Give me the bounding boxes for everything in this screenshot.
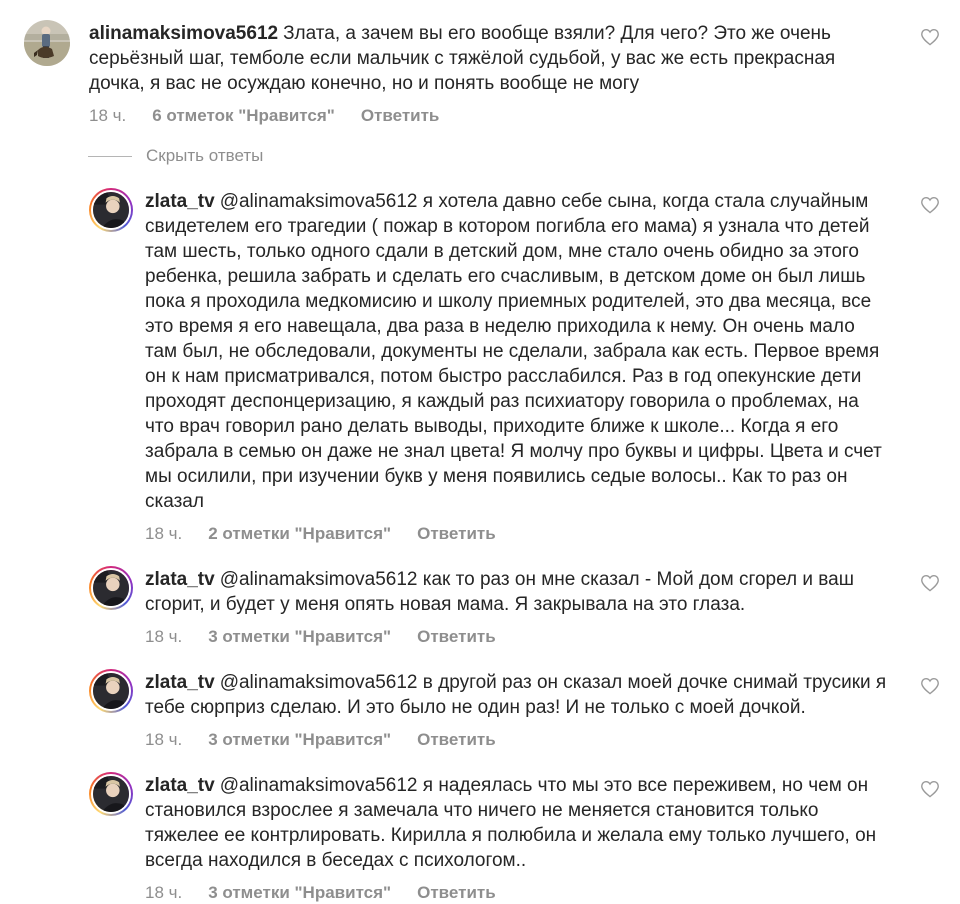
avatar[interactable]	[24, 20, 70, 66]
story-ring[interactable]	[89, 772, 133, 816]
comment-meta	[89, 106, 888, 126]
heart-icon	[919, 194, 941, 216]
likes-count-button[interactable]: 3 отметки "Нравится"	[208, 730, 392, 749]
avatar-photo	[24, 20, 70, 66]
timestamp: 18 ч.	[89, 106, 127, 125]
comment-reply	[0, 772, 960, 903]
username-link[interactable]: zlata_tv	[145, 672, 215, 693]
comment-reply	[0, 188, 960, 544]
reply-button[interactable]: Ответить	[417, 730, 496, 749]
comment-text-body: Злата, а зачем вы его вообще взяли? Для чего? Это же очень серьёзный шаг, темболе если мальчик с тяжёлой судьбой, у вас же есть прекрасная дочка, я вас не осуждаю конечно, но и понять вообще не могу	[89, 23, 836, 94]
comment-text	[145, 670, 888, 720]
comment-text-body: @alinamaksimova5612 как то раз он мне сказал - Мой дом сгорел и ваш сгорит, и будет у меня опять новая мама. Я закрывала на это глаза.	[145, 569, 854, 615]
likes-count-button[interactable]: 3 отметки "Нравится"	[208, 627, 392, 646]
avatar-photo	[93, 776, 129, 812]
reply-button[interactable]: Ответить	[360, 106, 440, 125]
timestamp: 18 ч.	[145, 524, 183, 543]
heart-icon	[919, 778, 941, 800]
comment-content	[145, 669, 900, 750]
reply-button[interactable]: Ответить	[417, 627, 496, 646]
reply-button[interactable]: Ответить	[417, 524, 496, 543]
heart-icon	[919, 572, 941, 594]
heart-icon	[919, 26, 941, 48]
story-ring[interactable]	[89, 188, 133, 232]
comment-content	[145, 772, 900, 903]
like-button[interactable]	[900, 772, 960, 800]
avatar	[91, 671, 131, 711]
hide-replies-toggle[interactable]	[88, 146, 960, 166]
likes-count-button[interactable]: 2 отметки "Нравится"	[208, 524, 392, 543]
username-link[interactable]: zlata_tv	[145, 569, 215, 590]
avatar	[91, 568, 131, 608]
like-button[interactable]	[900, 188, 960, 216]
comment-reply	[0, 669, 960, 750]
like-button[interactable]	[900, 566, 960, 594]
timestamp: 18 ч.	[145, 730, 183, 749]
comment	[0, 0, 960, 126]
comment-text-body: @alinamaksimova5612 в другой раз он сказал моей дочке снимай трусики я тебе сюрприз сделаю. И это было не один раз! И не только с моей дочкой.	[145, 672, 887, 718]
comment-text-body: @alinamaksimova5612 я надеялась что мы это все переживем, но чем он становился взрослее я замечала что ничего не меняется становится только тяжелее ее контрлировать. Кирилла я полюбила и желала ему только лучшего, он всегда находился в беседах с психологом..	[145, 775, 877, 871]
comment-meta	[145, 730, 888, 750]
likes-count-button[interactable]: 3 отметки "Нравится"	[208, 883, 392, 902]
avatar-photo	[93, 673, 129, 709]
divider-line	[88, 156, 132, 157]
username-link[interactable]: zlata_tv	[145, 191, 215, 212]
hide-replies-label: Скрыть ответы	[146, 146, 264, 165]
avatar-photo	[93, 192, 129, 228]
comment-text	[145, 189, 888, 514]
heart-icon	[919, 675, 941, 697]
reply-button[interactable]: Ответить	[417, 883, 496, 902]
username-link[interactable]: zlata_tv	[145, 775, 215, 796]
avatar	[91, 774, 131, 814]
comment-meta	[145, 627, 888, 647]
comment-reply	[0, 566, 960, 647]
story-ring[interactable]	[89, 669, 133, 713]
like-button[interactable]	[900, 669, 960, 697]
comment-content	[145, 566, 900, 647]
comment-meta	[145, 524, 888, 544]
avatar-photo	[93, 570, 129, 606]
comment-meta	[145, 883, 888, 903]
like-button[interactable]	[900, 20, 960, 48]
comment-content	[145, 188, 900, 544]
comment-text-body: @alinamaksimova5612 я хотела давно себе сына, когда стала случайным свидетелем его трагедии ( пожар в котором погибла его мама) я узнала что детей там шесть, только одного сдали в детский дом, мне стало очень обидно за этого ребенка, решила забрать и сделать его счасливым, в детском доме он был лишь пока я проходила медкомисию и школу приемных родителей, это два месяца, все это время я его навещала, два раза в неделю приходила к нему. Он очень мало там был, не обследовали, документы не сделали, забрала как есть. Первое время он к нам присматривался, потом быстро расслабился. Раз в год опекунские дети проходят деспонцеризацию, я каждый раз психиатору говорила о проблемах, на что врач говорил рано делать выводы, приходите ближе к школе... Когда я его забрала в семью он даже не знал цвета! Я молчу про буквы и цифры. Цвета и счет мы осилили, при изучении букв у меня появились седые волосы.. Как то раз он сказал	[145, 191, 882, 512]
likes-count-button[interactable]: 6 отметок "Нравится"	[152, 106, 335, 125]
timestamp: 18 ч.	[145, 627, 183, 646]
comment-text	[89, 21, 888, 96]
comment-text	[145, 773, 888, 873]
username-link[interactable]: alinamaksimova5612	[89, 23, 279, 44]
avatar	[91, 190, 131, 230]
timestamp: 18 ч.	[145, 883, 183, 902]
comment-content	[89, 20, 900, 126]
comment-text	[145, 567, 888, 617]
story-ring[interactable]	[89, 566, 133, 610]
